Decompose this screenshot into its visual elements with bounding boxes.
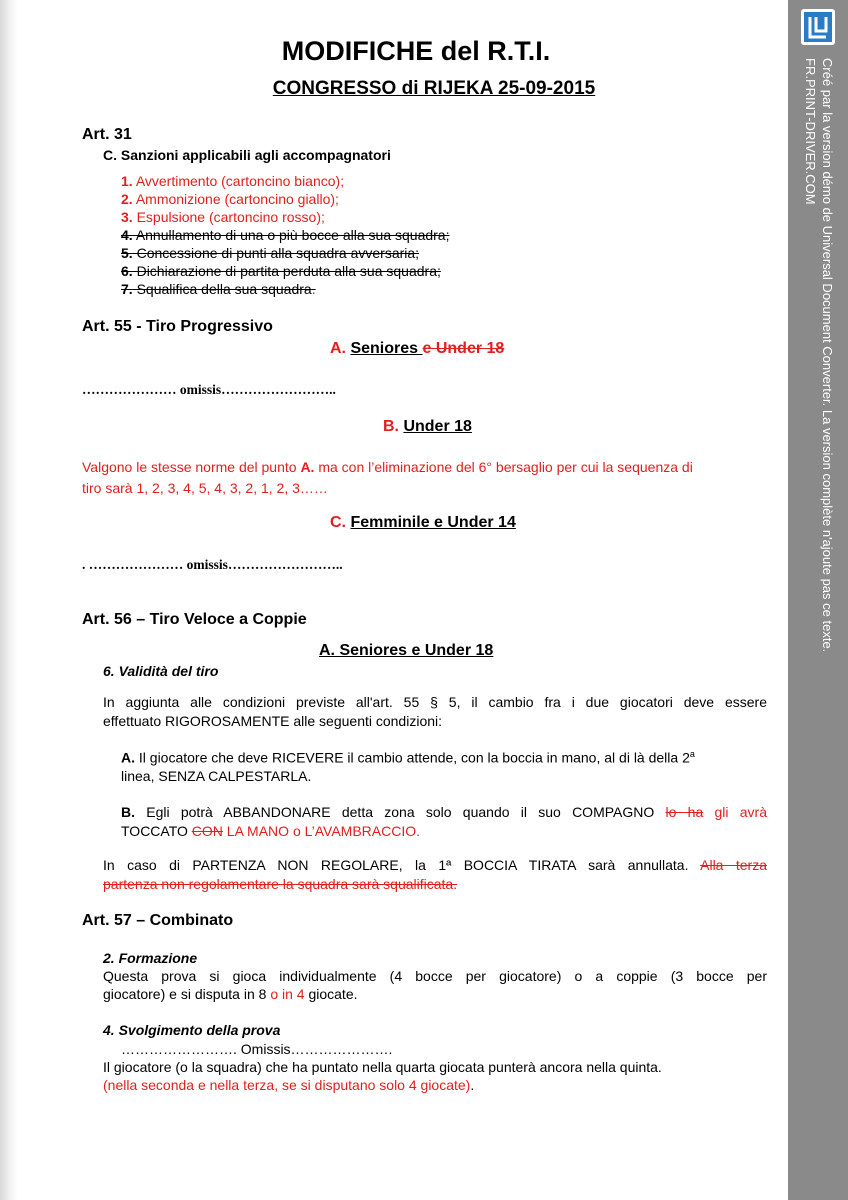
art57-line2: (nella seconda e nella terza, se si disputano solo 4 giocate). — [103, 1077, 475, 1093]
art31-item-4: 4. Annullamento di una o più bocce alla sua squadra; — [121, 227, 450, 243]
art31-item-5: 5. Concessione di punti alla squadra avversaria; — [121, 245, 420, 261]
art56-para1: In aggiunta alle condizioni previste all'art. 55 § 5, il cambio fra i due giocatori deve essere effettuato RIGOROSAMENTE alle seguenti condizioni: — [103, 694, 767, 729]
art56-subheading: 6. Validità del tiro — [103, 663, 219, 679]
art56-section-a: A. Seniores e Under 18 — [319, 642, 494, 659]
art31-heading: Art. 31 — [82, 126, 132, 143]
art55-b-text-line1: Valgono le stesse norme del punto A. ma con l’eliminazione del 6° bersaglio per cui la sequenza di — [82, 459, 693, 475]
art31-item-7: 7. Squalifica della sua squadra. — [121, 281, 316, 297]
art31-item-1: 1. Avvertimento (cartoncino bianco); — [121, 173, 345, 189]
art57-subheading-formazione: 2. Formazione — [103, 950, 198, 966]
art55-b-text-line2: tiro sarà 1, 2, 3, 4, 5, 4, 3, 2, 1, 2, 3…… — [82, 480, 328, 496]
watermark-text — [802, 58, 836, 738]
art57-heading: Art. 57 – Combinato — [82, 912, 234, 929]
art31-item-2: 2. Ammonizione (cartoncino giallo); — [121, 191, 339, 207]
converter-logo-icon — [800, 8, 836, 46]
art55-section-b: B. Under 18 — [383, 418, 472, 435]
art57-line1: Il giocatore (o la squadra) che ha puntato nella quarta giocata punterà ancora nella quinta. — [103, 1059, 662, 1075]
watermark-line-1: Créé par la version démo de Universal Document Converter. La version complète n'ajoute pas ce texte. — [820, 58, 835, 653]
art57-omissis: ……………………. Omissis…………………. — [121, 1041, 393, 1057]
art55-omissis-2: . ………………… omissis…………………….. — [82, 557, 343, 572]
art55-section-a: A. Seniores e Under 18 — [330, 340, 505, 357]
art55-omissis-1: ………………… omissis…………………….. — [82, 382, 336, 397]
art56-heading: Art. 56 – Tiro Veloce a Coppie — [82, 611, 307, 628]
art56-point-b: B. Egli potrà ABBANDONARE detta zona solo quando il suo COMPAGNO lo ha gli avrà TOCCATO CON LA MANO o L’AVAMBRACCIO. — [121, 804, 768, 839]
document-subtitle: CONGRESSO di RIJEKA 25-09-2015 — [272, 78, 596, 99]
art31-item-6: 6. Dichiarazione di partita perduta alla sua squadra; — [121, 263, 441, 279]
document-title: MODIFICHE del R.T.I. — [281, 36, 551, 66]
art55-section-c: C. Femminile e Under 14 — [330, 514, 516, 531]
art57-subheading-svolgimento: 4. Svolgimento della prova — [103, 1022, 281, 1038]
art55-heading: Art. 55 - Tiro Progressivo — [82, 318, 273, 335]
art57-formazione-text: Questa prova si gioca individualmente (4 bocce per giocatore) o a coppie (3 bocce per giocatore) e si disputa in 8 o in 4 giocate. — [103, 968, 767, 1002]
page-shadow — [0, 0, 18, 1200]
art31-section: C. Sanzioni applicabili agli accompagnatori — [103, 147, 391, 163]
art31-item-3: 3. Espulsione (cartoncino rosso); — [121, 209, 325, 225]
watermark-line-2: FR.PRINT-DRIVER.COM — [803, 58, 818, 205]
art56-para2: In caso di PARTENZA NON REGOLARE, la 1ª BOCCIA TIRATA sarà annullata. Alla terza partenza non regolamentare la squadra sarà squalificata. — [103, 857, 768, 892]
art56-point-a: A. Il giocatore che deve RICEVERE il cambio attende, con la boccia in mano, al di là della 2$^a$ linea, SENZA CALPESTARLA. — [121, 749, 695, 784]
